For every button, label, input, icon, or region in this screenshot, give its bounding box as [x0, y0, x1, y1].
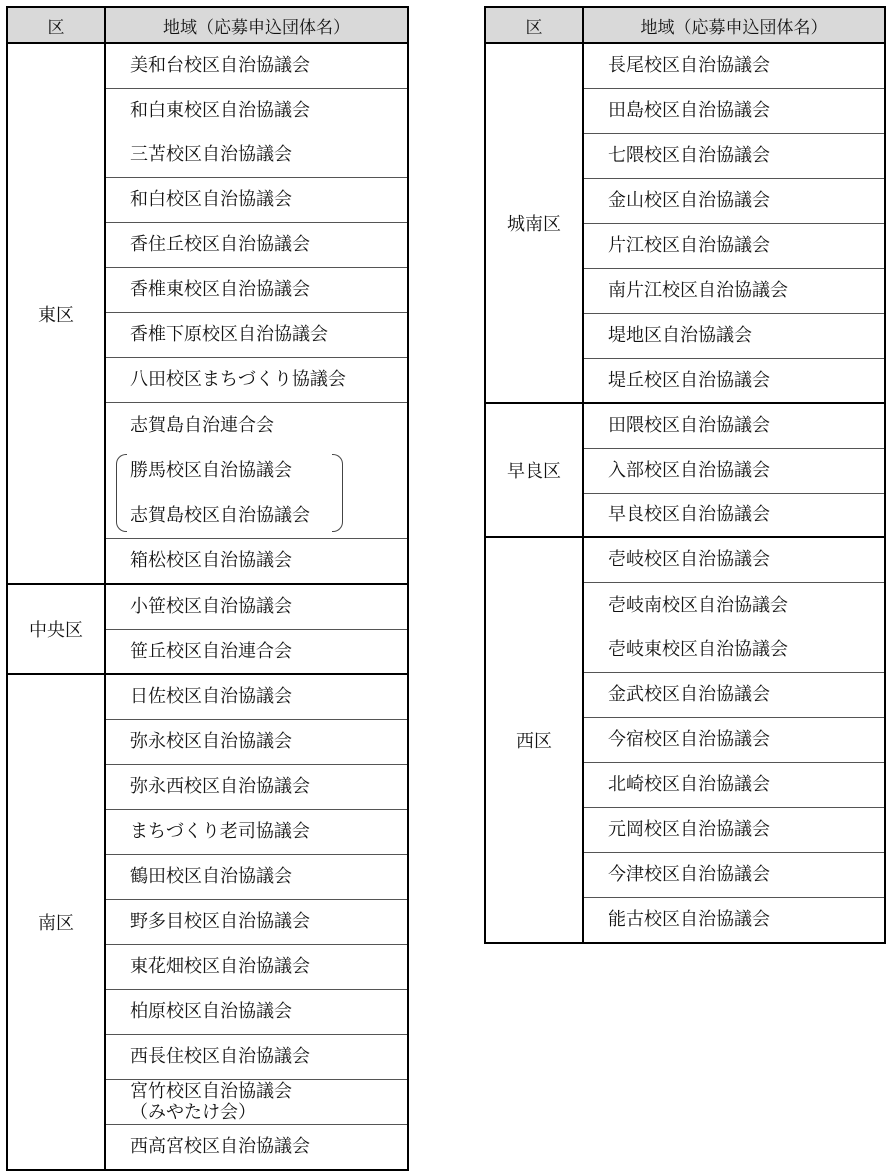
table-row: 壱岐東校区自治協議会 — [584, 628, 884, 673]
table-row: 香椎下原校区自治協議会 — [106, 313, 407, 358]
table-row: 笹丘校区自治連合会 — [130, 640, 292, 662]
table-row: 片江校区自治協議会 — [584, 224, 884, 269]
table-row: 堤地区自治協議会 — [584, 314, 884, 359]
ward-label: 南区 — [8, 675, 106, 1169]
table-row: 志賀島校区自治協議会 — [130, 504, 310, 526]
table-row: 小笹校区自治協議会 — [106, 585, 407, 630]
table-header — [486, 8, 884, 44]
table-header — [8, 8, 407, 44]
shikanoshima-group — [106, 403, 407, 539]
header-ku: 区 — [486, 8, 584, 42]
ward-group-chuo — [8, 585, 407, 675]
table-row: 勝馬校区自治協議会 — [130, 459, 292, 481]
table-row: 東花畑校区自治協議会 — [106, 945, 407, 990]
ward-label: 早良区 — [486, 404, 584, 536]
table-row: 壱岐南校区自治協議会 — [608, 594, 788, 616]
table-row: 志賀島自治連合会 — [130, 414, 274, 436]
table-row: 三苫校区自治協議会 — [106, 133, 407, 178]
table-row: 柏原校区自治協議会 — [106, 990, 407, 1035]
table-row: 田島校区自治協議会 — [584, 89, 884, 134]
table-row: 金武校区自治協議会 — [584, 673, 884, 718]
header-region: 地域（応募申込団体名） — [163, 17, 350, 38]
table-row: 鶴田校区自治協議会 — [106, 855, 407, 900]
table-row: 香椎東校区自治協議会 — [106, 268, 407, 313]
table-row: 南片江校区自治協議会 — [584, 269, 884, 314]
table-row: 北崎校区自治協議会 — [584, 763, 884, 808]
table-row: 弥永校区自治協議会 — [106, 720, 407, 765]
table-row: 美和台校区自治協議会 — [106, 44, 407, 89]
table-row: 今宿校区自治協議会 — [584, 718, 884, 763]
table-row: 香住丘校区自治協議会 — [106, 223, 407, 268]
table-row: 入部校区自治協議会 — [584, 449, 884, 494]
table-row: 箱松校区自治協議会 — [130, 550, 292, 571]
table-row: 早良校区自治協議会 — [608, 504, 770, 525]
table-row: 弥永西校区自治協議会 — [106, 765, 407, 810]
table-row: 西高宮校区自治協議会 — [130, 1136, 310, 1157]
bracket-left — [116, 454, 127, 532]
header-ku: 区 — [8, 8, 106, 42]
table-row: 野多目校区自治協議会 — [106, 900, 407, 945]
table-row: 和白東校区自治協議会 — [130, 100, 310, 121]
table-row: 田隈校区自治協議会 — [584, 404, 884, 449]
ward-group-sawara — [486, 404, 884, 538]
table-row — [106, 1080, 407, 1125]
ward-label: 城南区 — [486, 44, 584, 402]
ward-label: 中央区 — [8, 585, 106, 673]
table-right — [484, 6, 886, 944]
table-row: まちづくり老司協議会 — [106, 810, 407, 855]
ward-label: 東区 — [8, 44, 106, 583]
bracket-right — [332, 454, 343, 532]
table-row: 能古校区自治協議会 — [608, 909, 770, 930]
table-row: 八田校区まちづくり協議会 — [106, 358, 407, 403]
ward-group-jonan — [486, 44, 884, 404]
table-row: 日佐校区自治協議会 — [106, 675, 407, 720]
header-region: 地域（応募申込団体名） — [640, 17, 828, 38]
row-subtext: （みやたけ会） — [130, 1102, 256, 1123]
row-text: 宮竹校区自治協議会 — [130, 1081, 292, 1102]
ward-group-nishi — [486, 538, 884, 942]
ward-group-higashi — [8, 44, 407, 585]
table-row: 西長住校区自治協議会 — [106, 1035, 407, 1080]
table-row: 七隈校区自治協議会 — [584, 134, 884, 179]
table-row: 堤丘校区自治協議会 — [608, 369, 770, 391]
table-row: 長尾校区自治協議会 — [584, 44, 884, 89]
table-row: 金山校区自治協議会 — [584, 179, 884, 224]
table-row: 和白校区自治協議会 — [106, 178, 407, 223]
table-row: 元岡校区自治協議会 — [584, 808, 884, 853]
table-row: 壱岐校区自治協議会 — [584, 538, 884, 583]
ward-label: 西区 — [486, 538, 584, 942]
table-left — [6, 6, 409, 1171]
table-row: 今津校区自治協議会 — [584, 853, 884, 898]
ward-group-minami — [8, 675, 407, 1169]
